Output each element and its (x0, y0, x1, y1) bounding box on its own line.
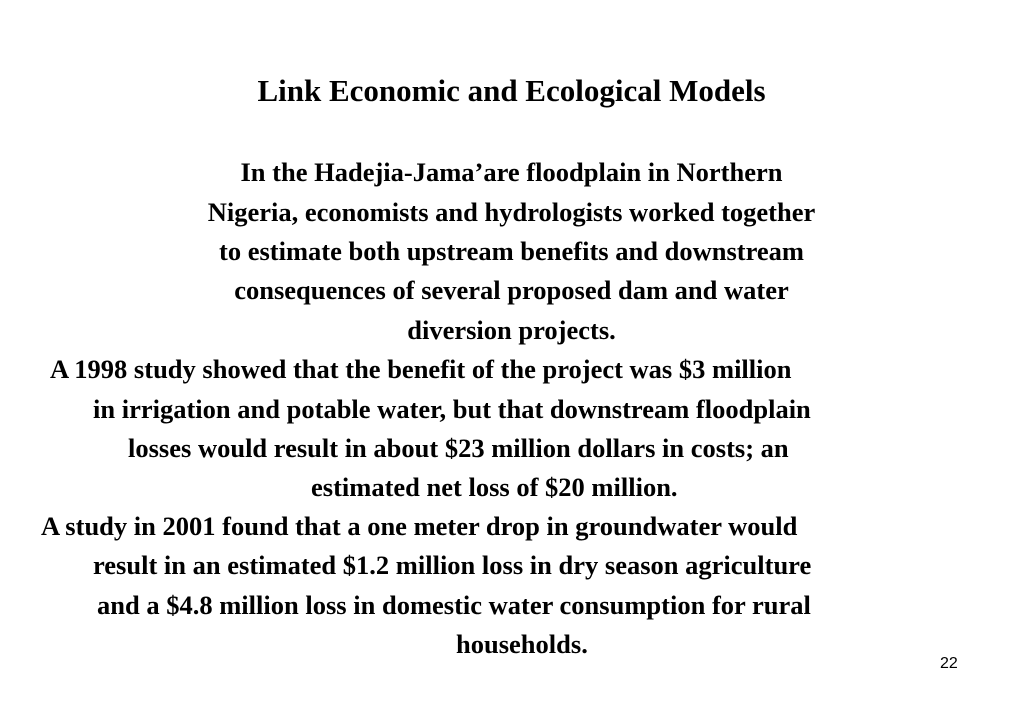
study-1998-line: in irrigation and potable water, but that downstream floodplain (93, 394, 811, 424)
slide-number: 22 (940, 655, 958, 672)
study-1998-line: estimated net loss of $20 million. (311, 472, 678, 502)
study-1998-line: losses would result in about $23 million dollars in costs; an (128, 433, 789, 463)
study-2001-line: households. (456, 629, 588, 659)
intro-line: In the Hadejia-Jama’are floodplain in Northern (240, 157, 783, 187)
study-2001-line: and a $4.8 million loss in domestic water consumption for rural (97, 590, 811, 620)
intro-line: consequences of several proposed dam and water (234, 275, 789, 305)
study-2001-line: result in an estimated $1.2 million loss in dry season agriculture (93, 550, 812, 580)
intro-line: Nigeria, economists and hydrologists worked together (207, 197, 816, 227)
study-1998-line: A 1998 study showed that the benefit of the project was $3 million (50, 354, 792, 384)
intro-line: to estimate both upstream benefits and downstream (219, 236, 804, 266)
slide-title: Link Economic and Ecological Models (257, 73, 766, 108)
study-2001-line: A study in 2001 found that a one meter drop in groundwater would (41, 511, 798, 541)
intro-line: diversion projects. (407, 315, 616, 345)
